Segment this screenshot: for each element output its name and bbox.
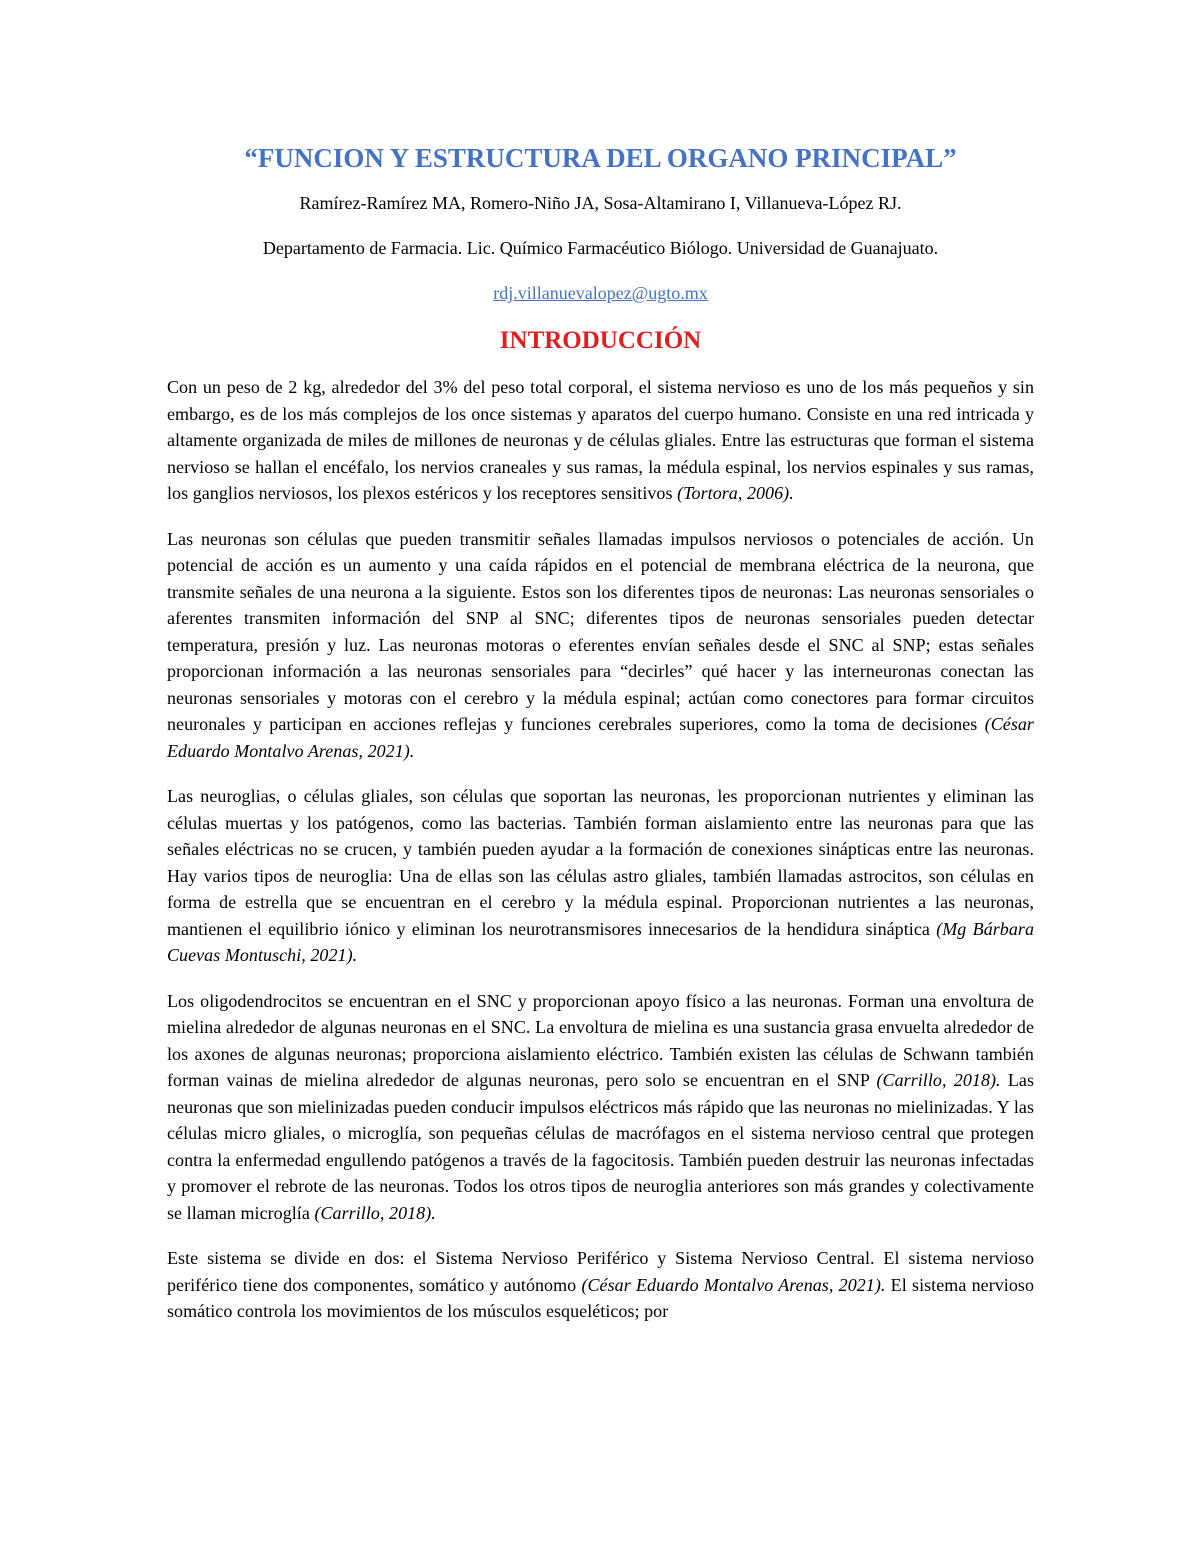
document-page <box>167 140 1034 1325</box>
citation: (Mg Bárbara Cuevas Montuschi, 2021). <box>167 918 1034 965</box>
citation: (Carrillo, 2018). <box>876 1070 1001 1090</box>
paragraph <box>167 1245 1034 1325</box>
paragraph-text: Con un peso de 2 kg, alrededor del 3% del peso total corporal, el sistema nervioso es uno de los más pequeños y sin embargo, es de los más complejos de los once sistemas y aparatos del cuerpo humano. Consiste en una red intricada y altamente organizada de miles de millones de neuronas y de células gliales. Entre las estructuras que forman el sistema nervioso se hallan el encéfalo, los nervios craneales y sus ramas, la médula espinal, los nervios espinales y sus ramas, los ganglios nerviosos, los plexos estéricos y los receptores sensitivos <box>167 377 1034 503</box>
section-heading-introduccion: INTRODUCCIÓN <box>499 327 702 354</box>
paragraph-text: Las neuronas son células que pueden transmitir señales llamadas impulsos nerviosos o potenciales de acción. Un potencial de acción es un aumento y una caída rápidos en el potencial de membrana eléctrica de la neurona, que transmite señales de una neurona a la siguiente. Estos son los diferentes tipos de neuronas: Las neuronas sensoriales o aferentes transmiten información del SNP al SNC; diferentes tipos de neuronas sensoriales pueden detectar temperatura, presión y luz. Las neuronas motoras o eferentes envían señales desde el SNC al SNP; estas señales proporcionan información a las neuronas sensoriales para “decirles” qué hacer y las interneuronas conectan las neuronas sensoriales y motoras con el cerebro y la médula espinal; actúan como conectores para formar circuitos neuronales y participan en acciones reflejas y funciones cerebrales superiores, como la toma de decisiones <box>167 528 1034 734</box>
paragraph-text: Las neuroglias, o células gliales, son células que soportan las neuronas, les proporcionan nutrientes y eliminan las células muertas y los patógenos, como las bacterias. También forman aislamiento entre las neuronas para que las señales eléctricas no se crucen, y también pueden ayudar a la formación de conexiones sinápticas entre las neuronas. Hay varios tipos de neuroglia: Una de ellas son las células astro gliales, también llamadas astrocitos, son células en forma de estrella que se encuentran en el cerebro y la médula espinal. Proporcionan nutrientes a las neuronas, mantienen el equilibrio iónico y eliminan los neurotransmisores innecesarios de la hendidura sináptica <box>167 786 1034 939</box>
citation: (Tortora, 2006). <box>677 483 794 503</box>
paragraph <box>167 988 1034 1227</box>
paragraph <box>167 526 1034 765</box>
email-link[interactable]: rdj.villanuevalopez@ugto.mx <box>493 283 708 303</box>
paragraph <box>167 374 1034 507</box>
paragraph-text: Los oligodendrocitos se encuentran en el SNC y proporcionan apoyo físico a las neuronas. Forman una envoltura de mielina alrededor de algunas neuronas en el SNC. La envoltura de mielina es una sustancia grasa envuelta alrededor de los axones de algunas neuronas; proporciona aislamiento eléctrico. También existen las células de Schwann también forman vainas de mielina alrededor de algunas neuronas, pero solo se encuentran en el SNP <box>167 990 1034 1090</box>
email-line <box>167 280 1034 306</box>
authors-line: Ramírez-Ramírez MA, Romero-Niño JA, Sosa-Altamirano I, Villanueva-López RJ. <box>299 193 902 213</box>
citation: (Carrillo, 2018). <box>314 1202 436 1223</box>
paragraph-text: El sistema nervioso somático controla los movimientos de los músculos esqueléticos; por <box>167 1274 1034 1321</box>
paragraph-text: Las neuronas que son mielinizadas pueden conducir impulsos eléctricos más rápido que las neuronas no mielinizadas. Y las células micro gliales, o microglía, son pequeñas células de macrófagos en el sistema nervioso central que protegen contra la enfermedad engullendo patógenos a través de la fagocitosis. También pueden destruir las neuronas infectadas y promover el rebrote de las neuronas. Todos los otros tipos de neuroglia anteriores son más grandes y colectivamente se llaman microglía <box>167 1070 1035 1223</box>
document-title: “FUNCION Y ESTRUCTURA DEL ORGANO PRINCIPAL” <box>244 143 957 173</box>
citation: (César Eduardo Montalvo Arenas, 2021). <box>167 714 1034 761</box>
paragraph-text: Este sistema se divide en dos: el Sistema Nervioso Periférico y Sistema Nervioso Central. El sistema nervioso periférico tiene dos componentes, somático y autónomo <box>167 1248 1034 1295</box>
affiliation-line: Departamento de Farmacia. Lic. Químico Farmacéutico Biólogo. Universidad de Guanajuato. <box>262 238 939 258</box>
paragraph <box>167 783 1034 969</box>
citation: (César Eduardo Montalvo Arenas, 2021). <box>581 1274 886 1295</box>
